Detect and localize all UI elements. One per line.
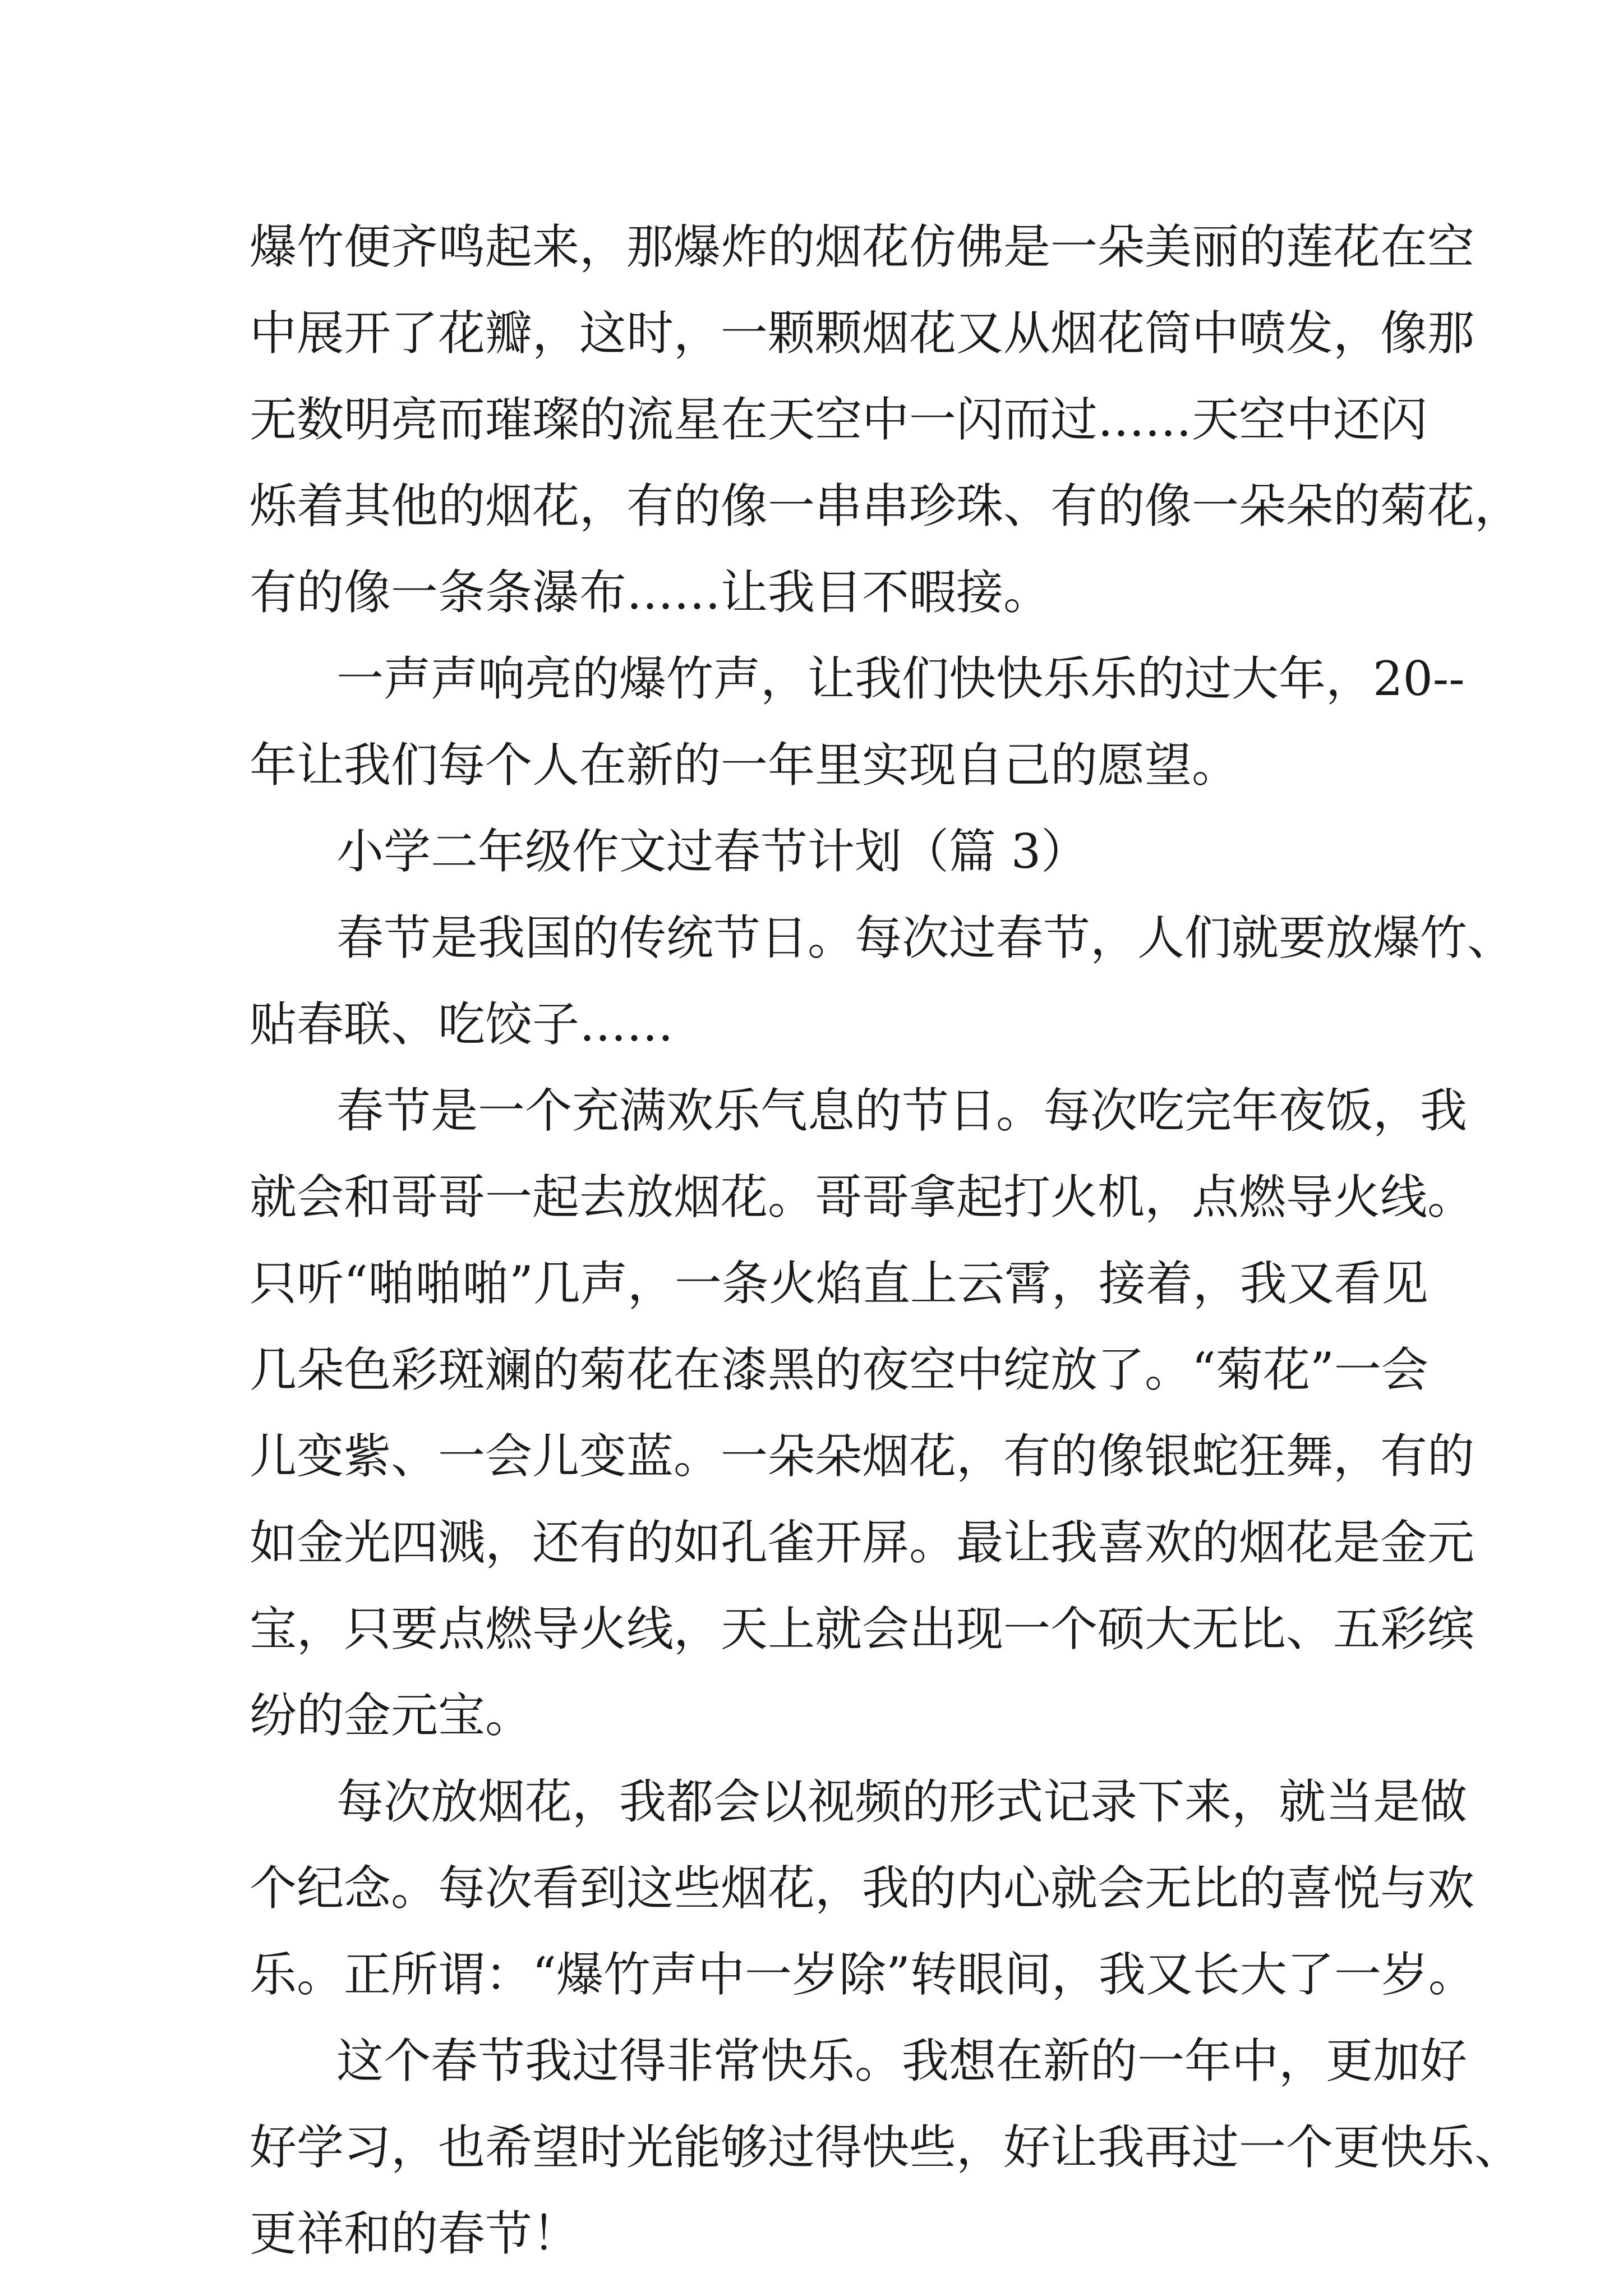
text-line: 乐。正所谓：“爆竹声中一岁除”转眼间，我又长大了一岁。	[250, 1947, 1476, 2002]
text-line: 无数明亮而璀璨的流星在天空中一闪而过……天空中还闪	[250, 392, 1428, 447]
text-line: 个纪念。每次看到这些烟花，我的内心就会无比的喜悦与欢	[250, 1861, 1475, 1916]
section-heading: 小学二年级作文过春节计划（篇 3）	[336, 824, 1089, 879]
text-line: 更祥和的春节！	[250, 2206, 580, 2261]
paragraph-first-line: 每次放烟花，我都会以视频的形式记录下来，就当是做	[336, 1774, 1468, 1829]
text-line: 几朵色彩斑斓的菊花在漆黑的夜空中绽放了。“菊花”一会	[250, 1342, 1428, 1397]
paragraph-first-line: 春节是一个充满欢乐气息的节日。每次吃完年夜饭，我	[336, 1083, 1468, 1138]
text-line: 如金光四溅，还有的如孔雀开屏。最让我喜欢的烟花是金元	[250, 1515, 1475, 1570]
text-line: 贴春联、吃饺子……	[250, 997, 674, 1052]
text-line: 只听“啪啪啪”几声，一条火焰直上云霄，接着，我又看见	[250, 1256, 1428, 1311]
paragraph-first-line: 这个春节我过得非常快乐。我想在新的一年中，更加好	[336, 2033, 1468, 2088]
text-line: 中展开了花瓣，这时，一颗颗烟花又从烟花筒中喷发，像那	[250, 306, 1475, 361]
text-line: 就会和哥哥一起去放烟花。哥哥拿起打火机，点燃导火线。	[250, 1170, 1475, 1225]
text-line: 年让我们每个人在新的一年里实现自己的愿望。	[250, 738, 1239, 793]
text-line: 好学习，也希望时光能够过得快些，好让我再过一个更快乐、	[250, 2120, 1522, 2175]
paragraph-first-line: 一声声响亮的爆竹声，让我们快快乐乐的过大年，20--	[336, 651, 1465, 706]
text-line: 纷的金元宝。	[250, 1688, 533, 1743]
text-line: 宝，只要点燃导火线，天上就会出现一个硕大无比、五彩缤	[250, 1602, 1475, 1657]
text-line: 烁着其他的烟花，有的像一串串珍珠、有的像一朵朵的菊花，	[250, 478, 1522, 533]
paragraph-first-line: 春节是我国的传统节日。每次过春节，人们就要放爆竹、	[336, 910, 1515, 965]
text-line: 有的像一条条瀑布……让我目不暇接。	[250, 565, 1051, 620]
text-line: 儿变紫、一会儿变蓝。一朵朵烟花，有的像银蛇狂舞，有的	[250, 1429, 1475, 1484]
text-line: 爆竹便齐鸣起来，那爆炸的烟花仿佛是一朵美丽的莲花在空	[250, 219, 1475, 274]
